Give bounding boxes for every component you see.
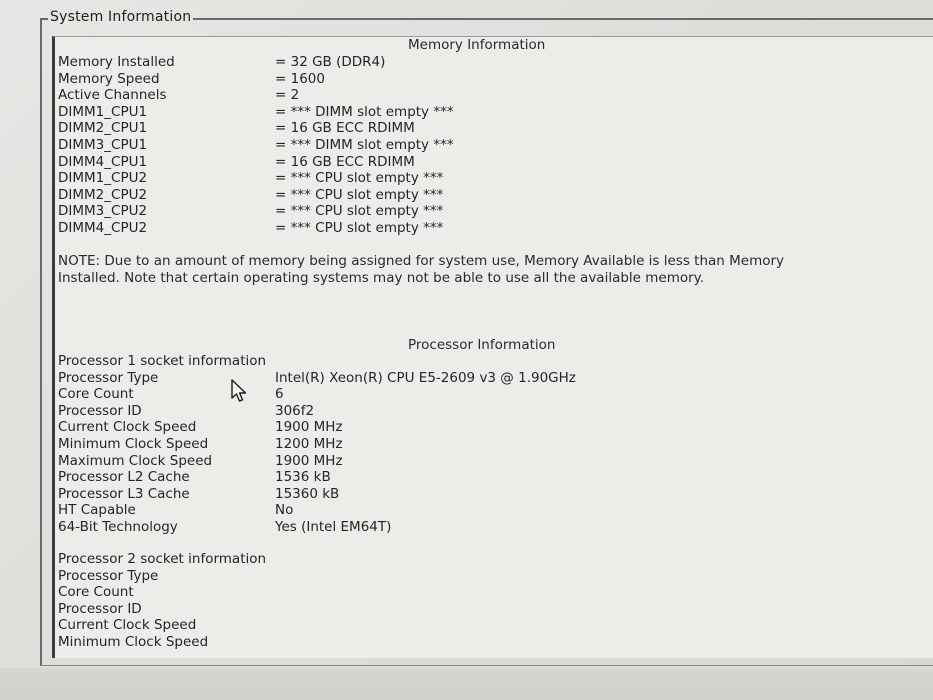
row-value: = *** DIMM slot empty *** (275, 103, 454, 120)
processor2-socket-title (58, 551, 275, 568)
row-value: = 16 GB ECC RDIMM (275, 153, 415, 170)
row-value: Intel(R) Xeon(R) CPU E5-2609 v3 @ 1.90GHz (275, 369, 576, 386)
row-value: 306f2 (275, 402, 315, 419)
processor2-info-list (58, 551, 275, 651)
row-label: Core Count (58, 386, 134, 403)
processor1-row-l3-cache (58, 486, 576, 503)
row-value: No (275, 502, 294, 519)
row-label: DIMM4_CPU2 (58, 219, 148, 236)
row-label: Processor ID (58, 402, 142, 419)
row-value: = *** CPU slot empty *** (275, 186, 444, 203)
memory-row-dimm2-cpu2 (58, 187, 454, 204)
processor1-row-min-clock (58, 436, 576, 453)
processor2-row-type (58, 568, 275, 585)
row-value: Yes (Intel EM64T) (275, 518, 392, 535)
row-value: 1200 MHz (275, 435, 343, 452)
socket-title: Processor 2 socket information (58, 551, 267, 567)
processor1-info-list (58, 353, 576, 536)
processor1-row-ht-capable (58, 502, 576, 519)
processor1-row-max-clock (58, 453, 576, 470)
processor-information-heading: Processor Information (408, 337, 556, 353)
row-label: Core Count (58, 584, 134, 601)
row-value: 1900 MHz (275, 419, 343, 436)
row-label: Memory Speed (58, 70, 160, 87)
row-value: = *** CPU slot empty *** (275, 219, 444, 236)
group-title: System Information (50, 9, 192, 25)
row-label: DIMM4_CPU1 (58, 153, 148, 170)
memory-row-dimm4-cpu2 (58, 220, 454, 237)
processor2-row-core-count (58, 584, 275, 601)
processor2-row-current-clock (58, 617, 275, 634)
row-label: Processor ID (58, 600, 142, 617)
row-label: Processor Type (58, 567, 159, 584)
memory-info-list (58, 54, 454, 237)
row-label: Current Clock Speed (58, 419, 197, 436)
row-label: Minimum Clock Speed (58, 633, 209, 650)
processor2-row-id (58, 601, 275, 618)
row-value: = 32 GB (DDR4) (275, 54, 386, 70)
row-label: Maximum Clock Speed (58, 452, 213, 469)
row-label: HT Capable (58, 502, 136, 519)
memory-row-dimm1-cpu1 (58, 104, 454, 121)
socket-title: Processor 1 socket information (58, 353, 267, 369)
row-value: = *** CPU slot empty *** (275, 170, 444, 187)
memory-row-dimm1-cpu2 (58, 170, 454, 187)
row-label: Current Clock Speed (58, 617, 197, 634)
processor1-row-core-count (58, 386, 576, 403)
row-label: DIMM3_CPU1 (58, 136, 148, 153)
memory-row-dimm4-cpu1 (58, 154, 454, 171)
mouse-pointer-icon (231, 379, 249, 403)
processor1-row-current-clock (58, 419, 576, 436)
row-value: 6 (275, 386, 284, 403)
row-value: = 2 (275, 87, 300, 104)
row-label: Active Channels (58, 87, 167, 104)
row-label: Processor L2 Cache (58, 469, 190, 486)
memory-row-active-channels (58, 87, 454, 104)
memory-row-installed (58, 54, 454, 71)
memory-row-dimm3-cpu2 (58, 203, 454, 220)
row-label: DIMM2_CPU2 (58, 186, 148, 203)
row-label: DIMM1_CPU2 (58, 170, 148, 187)
row-label: Memory Installed (58, 54, 175, 70)
row-value: = *** DIMM slot empty *** (275, 136, 454, 153)
row-value: 1536 kB (275, 469, 331, 486)
memory-row-dimm2-cpu1 (58, 120, 454, 137)
row-value: = 16 GB ECC RDIMM (275, 120, 415, 137)
row-value: = 1600 (275, 70, 325, 87)
row-label: DIMM2_CPU1 (58, 120, 148, 137)
screen-bottom-edge (0, 668, 933, 700)
processor2-row-min-clock (58, 634, 275, 651)
memory-row-speed (58, 71, 454, 88)
processor1-row-id (58, 403, 576, 420)
processor1-row-64bit (58, 519, 576, 536)
memory-row-dimm3-cpu1 (58, 137, 454, 154)
row-value: 1900 MHz (275, 452, 343, 469)
row-label: DIMM1_CPU1 (58, 103, 148, 120)
processor1-socket-title (58, 353, 576, 370)
memory-note: NOTE: Due to an amount of memory being assigned for system use, Memory Available is less than Memory Installed. Note that certain operating systems may not be able to use all the available memory. (58, 253, 785, 286)
processor1-row-l2-cache (58, 469, 576, 486)
row-label: 64-Bit Technology (58, 518, 178, 535)
row-label: Minimum Clock Speed (58, 435, 209, 452)
row-label: Processor L3 Cache (58, 485, 190, 502)
row-value: = *** CPU slot empty *** (275, 203, 444, 220)
row-label: Processor Type (58, 369, 159, 386)
row-value: 15360 kB (275, 485, 340, 502)
row-label: DIMM3_CPU2 (58, 203, 148, 220)
processor1-row-type (58, 370, 576, 387)
memory-information-heading: Memory Information (408, 37, 546, 53)
